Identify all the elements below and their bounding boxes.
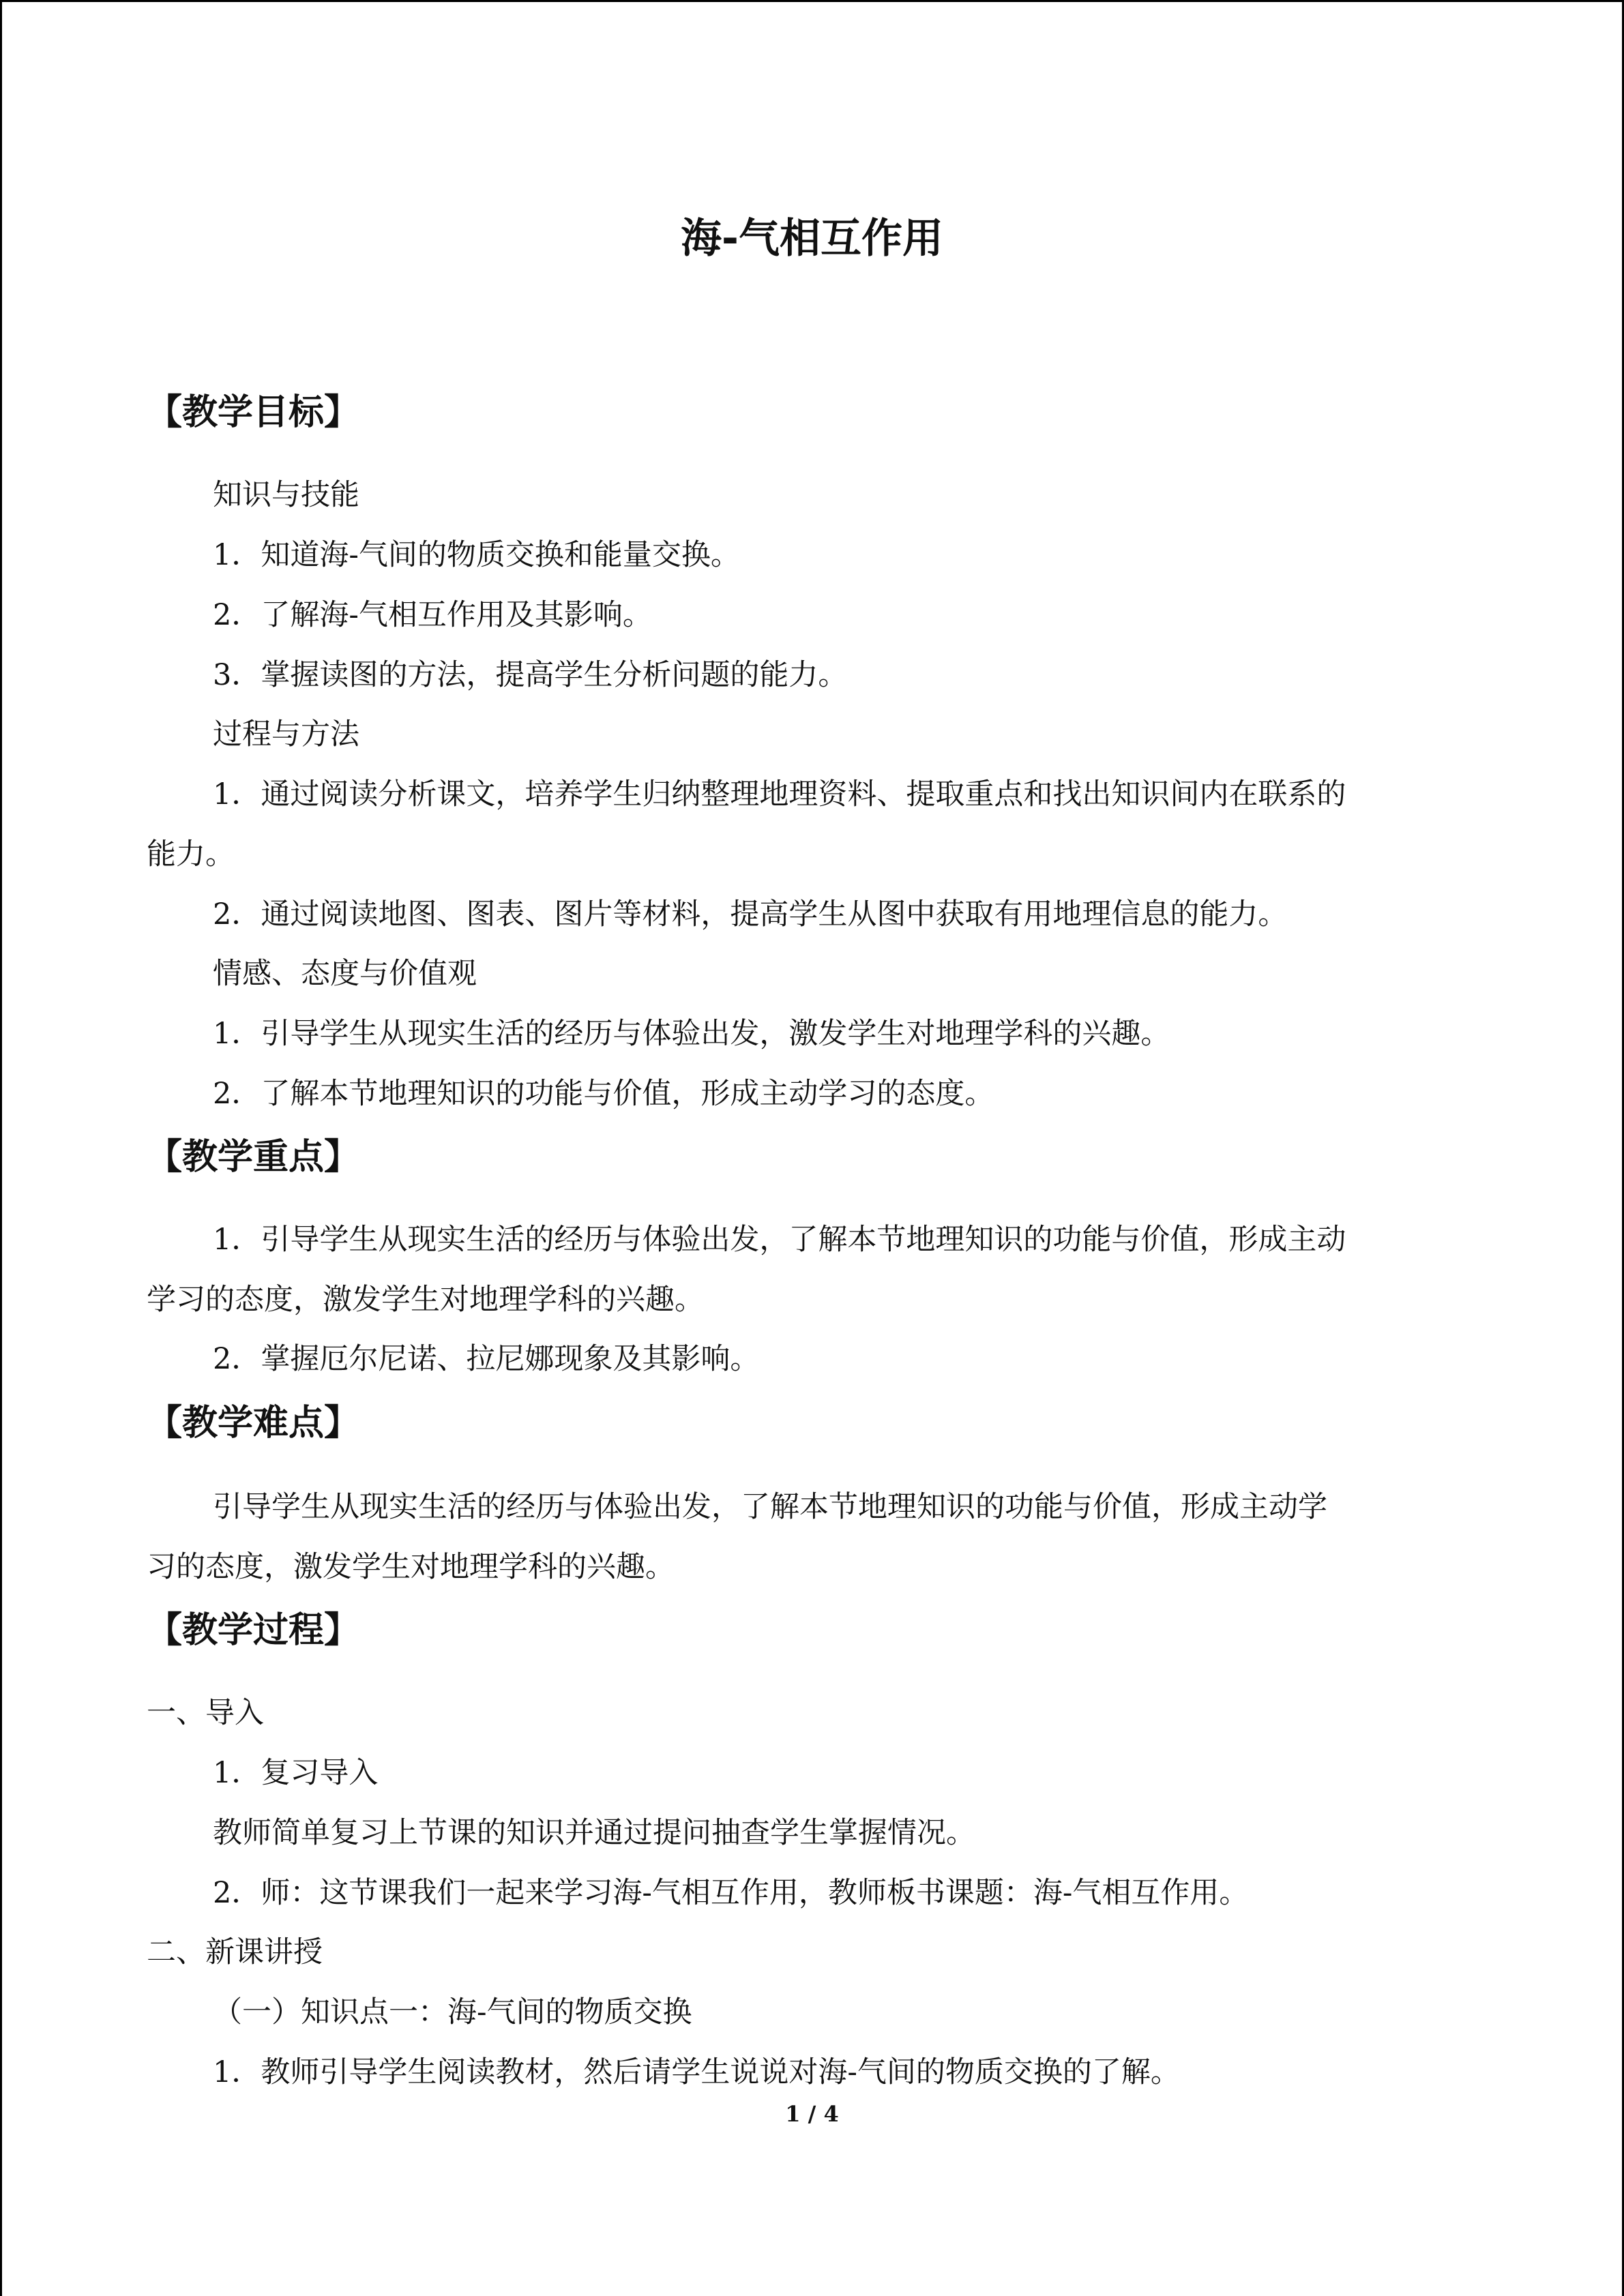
- subheading-process: 过程与方法: [213, 717, 359, 751]
- objective-knowledge-3: 3．掌握读图的方法，提高学生分析问题的能力。: [213, 658, 848, 692]
- key-point-2: 2．掌握厄尔尼诺、拉尼娜现象及其影响。: [213, 1342, 760, 1376]
- objective-process-1: 1．通过阅读分析课文，培养学生归纳整理地理资料、提取重点和找出知识间内在联系的: [213, 777, 1346, 811]
- process-intro-1-text: 教师简单复习上节课的知识并通过提问抽查学生掌握情况。: [213, 1816, 975, 1850]
- subheading-emotion: 情感、态度与价值观: [213, 957, 477, 991]
- objective-emotion-2: 2．了解本节地理知识的功能与价值，形成主动学习的态度。: [213, 1077, 994, 1111]
- objective-knowledge-2: 2．了解海-气相互作用及其影响。: [213, 598, 652, 632]
- objective-process-1-continued: 能力。: [147, 837, 235, 871]
- subheading-knowledge: 知识与技能: [213, 478, 359, 512]
- left-border: [0, 0, 2, 2296]
- key-point-1: 1．引导学生从现实生活的经历与体验出发，了解本节地理知识的功能与价值，形成主动: [213, 1223, 1346, 1257]
- process-new-lesson-heading: 二、新课讲授: [147, 1935, 323, 1969]
- objective-emotion-1: 1．引导学生从现实生活的经历与体验出发，激发学生对地理学科的兴趣。: [213, 1017, 1170, 1051]
- section-heading-difficulties: 【教学难点】: [147, 1403, 360, 1444]
- process-intro-1: 1．复习导入: [213, 1756, 379, 1790]
- section-heading-key-points: 【教学重点】: [147, 1137, 360, 1178]
- difficulty-text: 引导学生从现实生活的经历与体验出发，了解本节地理知识的功能与价值，形成主动学: [213, 1490, 1327, 1524]
- process-intro-2: 2．师：这节课我们一起来学习海-气相互作用，教师板书课题：海-气相互作用。: [213, 1876, 1249, 1910]
- key-point-1-continued: 学习的态度，激发学生对地理学科的兴趣。: [147, 1283, 704, 1317]
- section-heading-objectives: 【教学目标】: [147, 392, 360, 433]
- page-title: 海-气相互作用: [681, 215, 943, 263]
- section-heading-process: 【教学过程】: [147, 1610, 360, 1651]
- page-number: 1 / 4: [785, 2101, 839, 2127]
- process-intro-heading: 一、导入: [147, 1696, 264, 1730]
- knowledge-point-1-heading: （一）知识点一：海-气间的物质交换: [213, 1995, 692, 2029]
- top-border: [0, 0, 1624, 2]
- knowledge-point-1-item-1: 1．教师引导学生阅读教材，然后请学生说说对海-气间的物质交换的了解。: [213, 2055, 1180, 2089]
- objective-knowledge-1: 1．知道海-气间的物质交换和能量交换。: [213, 538, 740, 572]
- objective-process-2: 2．通过阅读地图、图表、图片等材料，提高学生从图中获取有用地理信息的能力。: [213, 897, 1288, 931]
- difficulty-text-continued: 习的态度，激发学生对地理学科的兴趣。: [147, 1550, 675, 1584]
